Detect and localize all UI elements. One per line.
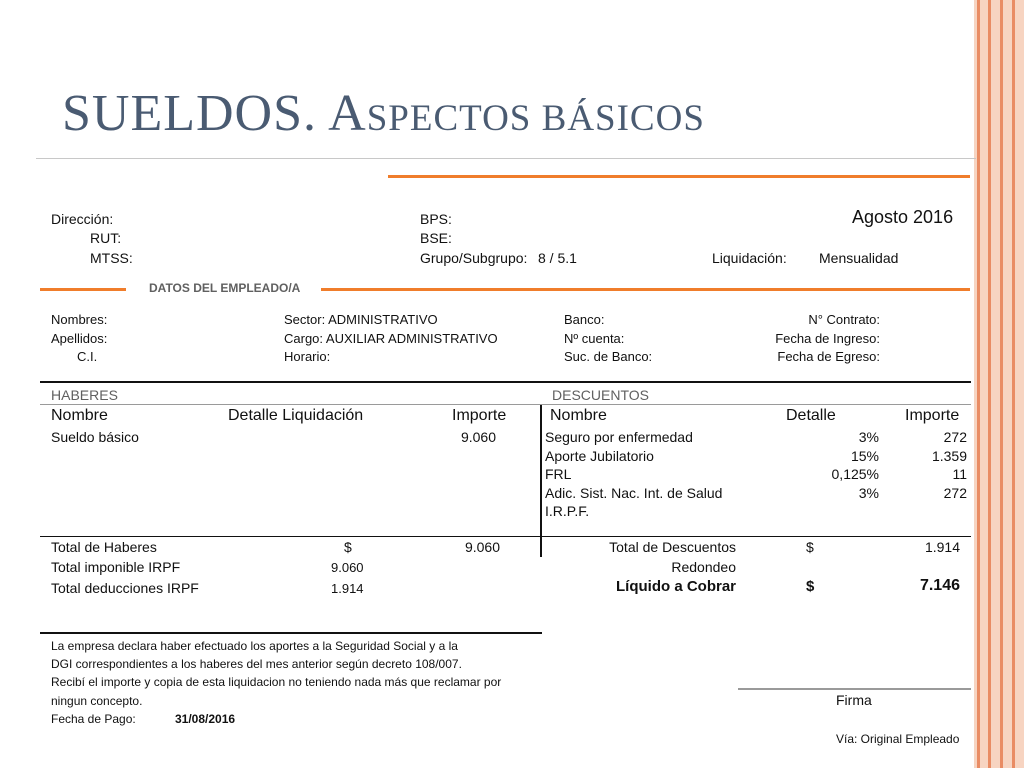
descuentos-col-importe: Importe: [905, 407, 960, 424]
stripe: [1012, 0, 1015, 768]
stripe: [1000, 0, 1003, 768]
firma-label: Firma: [836, 692, 872, 708]
total-haberes-value: 9.060: [464, 539, 500, 555]
table-row-descuento-nombre: Seguro por enfermedad: [545, 429, 693, 445]
apellidos-label: Apellidos:: [51, 331, 108, 346]
totals-rule: [40, 536, 971, 537]
section-header-rule: [40, 404, 971, 405]
total-descuentos-label: Total de Descuentos: [609, 539, 736, 555]
period: Agosto 2016: [852, 207, 954, 227]
nombres-label: Nombres:: [51, 312, 108, 327]
ci-label: C.I.: [77, 349, 98, 364]
cuenta-label: Nº cuenta:: [564, 331, 625, 346]
sector-field: Sector: ADMINISTRATIVO: [284, 312, 438, 327]
via-label: Vía: Original Empleado: [836, 732, 960, 746]
table-row-descuento-nombre: FRL: [545, 466, 572, 482]
haberes-section-title: HABERES: [51, 387, 118, 403]
total-descuentos-currency: $: [806, 539, 814, 555]
liquidacion-value: Mensualidad: [819, 250, 899, 266]
total-imponible-value: 9.060: [331, 560, 364, 575]
employee-section-title: DATOS DEL EMPLEADO/A: [149, 281, 301, 295]
liquidacion-label: Liquidación:: [712, 250, 787, 266]
descuentos-col-nombre: Nombre: [550, 407, 607, 424]
footer-rule: [40, 632, 542, 634]
slide-title: [62, 84, 705, 143]
table-row-descuento-importe: 272: [943, 429, 967, 445]
direccion-label: Dirección:: [51, 211, 114, 227]
table-row-descuento-detalle: 15%: [850, 448, 879, 464]
title-part: SPECTOS BÁSICOS: [366, 98, 705, 139]
haberes-col-nombre: Nombre: [51, 407, 108, 424]
table-row-descuento-nombre: I.R.P.F.: [545, 503, 590, 519]
title-part: A: [328, 85, 367, 142]
table-row-haber-importe: 9.060: [460, 429, 496, 445]
total-imponible-label: Total imponible IRPF: [51, 559, 181, 575]
declaration-line: Recibí el importe y copia de esta liquidacion no teniendo nada más que reclamar por: [51, 675, 502, 689]
table-row-descuento-detalle: 3%: [858, 429, 879, 445]
horario-label: Horario:: [284, 349, 331, 364]
table-row-descuento-importe: 11: [952, 466, 967, 482]
total-haberes-currency: $: [344, 539, 352, 555]
fecha-ingreso-label: Fecha de Ingreso:: [775, 331, 880, 346]
stripe: [977, 0, 980, 768]
declaration-line: La empresa declara haber efectuado los aportes a la Seguridad Social y a la: [51, 639, 458, 653]
declaration-line: DGI correspondientes a los haberes del mes anterior según decreto 108/007.: [51, 657, 462, 671]
total-deducciones-value: 1.914: [331, 581, 364, 596]
table-row-haber-nombre: Sueldo básico: [51, 429, 139, 445]
total-haberes-label: Total de Haberes: [51, 539, 157, 555]
cargo-field: Cargo: AUXILIAR ADMINISTRATIVO: [284, 331, 498, 346]
grupo-label: Grupo/Subgrupo:: [420, 250, 528, 266]
sucursal-label: Suc. de Banco:: [564, 349, 653, 364]
signature-line: [738, 688, 971, 690]
table-top-rule: [40, 381, 971, 383]
orange-rule: [388, 175, 970, 178]
bps-label: BPS:: [420, 211, 452, 227]
column-divider: [540, 405, 542, 557]
mtss-label: MTSS:: [90, 250, 133, 266]
decorative-stripes: [974, 0, 1024, 768]
orange-rule: [321, 288, 970, 291]
contrato-label: N° Contrato:: [808, 312, 880, 327]
bse-label: BSE:: [420, 230, 452, 246]
fecha-pago-value: 31/08/2016: [175, 712, 236, 726]
total-deducciones-label: Total deducciones IRPF: [51, 580, 199, 596]
declaration-line: ningun concepto.: [51, 694, 143, 708]
fecha-pago-label: Fecha de Pago:: [51, 712, 136, 726]
stripe: [988, 0, 991, 768]
haberes-col-detalle: Detalle Liquidación: [228, 407, 364, 424]
liquido-label: Líquido a Cobrar: [616, 578, 736, 595]
table-row-descuento-detalle: 3%: [858, 485, 879, 501]
descuentos-col-detalle: Detalle: [786, 407, 836, 424]
grupo-value: 8 / 5.1: [538, 250, 577, 266]
table-row-descuento-detalle: 0,125%: [831, 466, 879, 482]
title-divider: [36, 158, 976, 159]
liquido-value: 7.146: [919, 577, 960, 594]
liquido-currency: $: [806, 578, 815, 595]
table-row-descuento-nombre: Adic. Sist. Nac. Int. de Salud: [545, 485, 723, 501]
title-part: SUELDOS.: [62, 85, 329, 142]
fecha-egreso-label: Fecha de Egreso:: [777, 349, 880, 364]
total-descuentos-value: 1.914: [924, 539, 960, 555]
descuentos-section-title: DESCUENTOS: [552, 387, 649, 403]
orange-rule: [40, 288, 126, 291]
table-row-descuento-importe: 272: [943, 485, 967, 501]
banco-label: Banco:: [564, 312, 605, 327]
table-row-descuento-nombre: Aporte Jubilatorio: [545, 448, 654, 464]
table-row-descuento-importe: 1.359: [931, 448, 967, 464]
rut-label: RUT:: [90, 230, 122, 246]
redondeo-label: Redondeo: [671, 559, 736, 575]
haberes-col-importe: Importe: [452, 407, 507, 424]
